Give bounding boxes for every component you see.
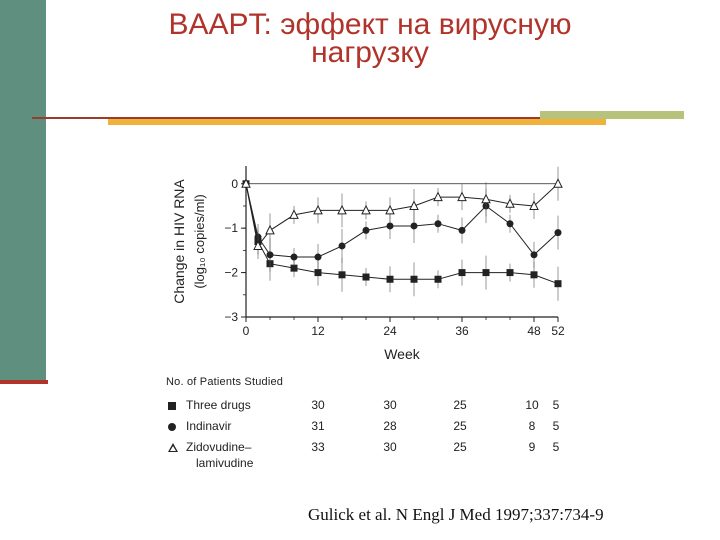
point-triangle: [458, 193, 466, 201]
x-tick-label: 36: [455, 324, 469, 338]
point-circle: [411, 222, 418, 229]
point-circle: [531, 251, 538, 258]
x-tick-label: 12: [311, 324, 325, 338]
title-divider-gold: [108, 119, 606, 125]
y-tick-label: −3: [224, 310, 238, 324]
point-circle: [435, 220, 442, 227]
point-circle: [315, 254, 322, 261]
patient-count: 33: [311, 440, 325, 454]
point-circle: [459, 227, 466, 234]
y-tick-label: −2: [224, 265, 238, 280]
point-square: [555, 280, 562, 287]
legend-label: Indinavir: [186, 419, 232, 433]
y-tick-label: 0: [231, 176, 238, 191]
title-divider-olive: [540, 111, 684, 119]
series-line-1: [246, 184, 558, 257]
legend-row: [166, 419, 606, 435]
slide-sidebar-bar: [0, 0, 46, 382]
triangle-marker-icon: [168, 443, 178, 452]
patient-count: 10: [525, 398, 539, 412]
y-axis-title-line2: (log₁₀ copies/ml): [192, 194, 207, 289]
patient-count: 30: [383, 398, 397, 412]
x-tick-label: 0: [242, 324, 250, 338]
point-square: [531, 271, 538, 278]
square-marker-icon: [168, 402, 176, 410]
hiv-rna-chart: [150, 150, 590, 375]
circle-marker-icon: [168, 423, 176, 431]
x-tick-label: 48: [527, 324, 541, 338]
legend-row: [166, 398, 606, 414]
point-triangle: [434, 193, 442, 201]
y-axis-title-line1: Change in HIV RNA: [171, 179, 187, 304]
point-square: [411, 276, 418, 283]
patient-count: 30: [383, 440, 397, 454]
slide-title-line1: BAAPT: эффект на вирусную: [168, 8, 572, 41]
point-circle: [507, 220, 514, 227]
point-circle: [363, 227, 370, 234]
slide-sidebar-edge: [0, 380, 48, 384]
patient-count: 9: [528, 440, 536, 454]
patient-count: 5: [552, 398, 560, 412]
legend-label-continued: lamivudine: [196, 456, 254, 470]
point-square: [363, 274, 370, 281]
patient-count: 28: [383, 419, 397, 433]
legend-row: [166, 440, 606, 470]
point-square: [435, 276, 442, 283]
x-axis-title: Week: [384, 346, 420, 362]
point-square: [339, 271, 346, 278]
point-triangle: [554, 179, 562, 187]
legend-title: No. of Patients Studied: [166, 376, 284, 388]
point-square: [507, 269, 514, 276]
point-triangle: [266, 226, 274, 234]
point-square: [315, 269, 322, 276]
point-circle: [555, 229, 562, 236]
citation: Gulick et al. N Engl J Med 1997;337:734-9: [308, 505, 604, 524]
y-tick-label: −1: [224, 221, 238, 236]
patient-count: 25: [453, 440, 467, 454]
patient-count: 25: [453, 398, 467, 412]
patient-count: 30: [311, 398, 325, 412]
point-circle: [387, 222, 394, 229]
patient-count: 5: [552, 419, 560, 433]
patient-count: 5: [552, 440, 560, 454]
legend-label: Three drugs: [186, 398, 251, 412]
x-tick-label: 52: [551, 324, 565, 338]
point-circle: [291, 254, 298, 261]
point-square: [387, 276, 394, 283]
slide-title-line2: нагрузку: [311, 36, 429, 69]
point-square: [459, 269, 466, 276]
legend-label: Zidovudine–: [186, 440, 252, 454]
x-tick-label: 24: [383, 324, 397, 338]
patient-count: 31: [311, 419, 325, 433]
patient-count: 25: [453, 419, 467, 433]
point-circle: [267, 251, 274, 258]
patient-count: 8: [528, 419, 536, 433]
point-square: [483, 269, 490, 276]
point-circle: [339, 242, 346, 249]
